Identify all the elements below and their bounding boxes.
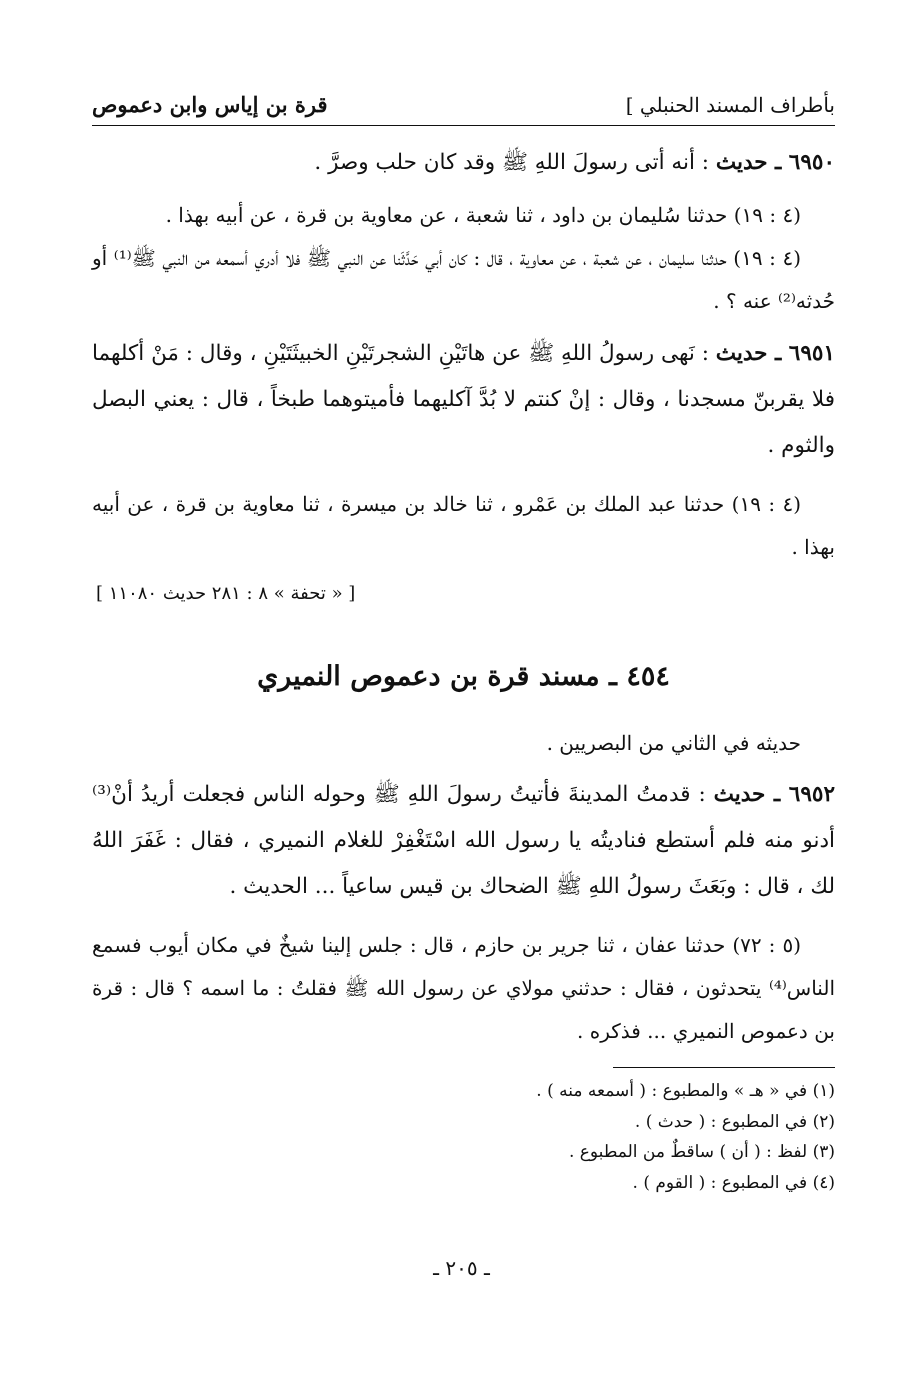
isnad-6951: (٤ : ١٩) حدثنا عبد الملك بن عَمْرو ، ثنا خالد بن ميسرة ، ثنا معاوية بن قرة ، عن أبيه بهذا . — [92, 492, 835, 559]
section-title: ٤٥٤ ـ مسند قرة بن دعموص النميري — [257, 661, 670, 692]
hadith-text: : قدمتُ المدينةَ فأتيتُ رسولَ اللهِ ﷺ وحوله الناس فجعلت أريدُ أنْ⁽³⁾ أدنو منه فلم أستطع فناديتُه يا رسول الله اسْتَغْفِرْ للغلام النميري ، فقال : غَفَرَ اللهُ لك ، قال : وبَعَثَ رسولُ اللهِ ﷺ الضحاك بن قيس ساعياً ... الحديث . — [92, 782, 835, 899]
hadith-dash: ـ — [767, 150, 789, 175]
footnotes — [92, 1076, 835, 1198]
footnote-1: (١) في « هـ » والمطبوع : ( أسمعه منه ) . — [536, 1081, 835, 1101]
isnad-6952: (٥ : ٧٢) حدثنا عفان ، ثنا جرير بن حازم ، قال : جلس إلينا شيخٌ في مكان أيوب فسمع الناس⁽⁴⁾ يتحدثون ، فقال : حدثني مولاي عن رسول الله ﷺ فقلتُ : ما اسمه ؟ قال : قرة بن دعموص النميري ... فذكره . — [92, 933, 835, 1043]
footnote-2: (٢) في المطبوع : ( حدث ) . — [634, 1111, 835, 1132]
hadith-number: ٦٩٥٢ — [788, 782, 835, 807]
section-intro: حديثه في الثاني من البصريين . — [546, 731, 801, 755]
hadith-number: ٦٩٥١ — [788, 341, 835, 366]
hadith-number: ٦٩٥٠ — [788, 150, 835, 175]
footnote-divider — [613, 1067, 835, 1068]
hadith-6950 — [92, 140, 835, 186]
page-number: ـ ٢٠٥ ـ — [433, 1256, 490, 1280]
isnad-6950-a: (٤ : ١٩) حدثنا سُليمان بن داود ، ثنا شعبة ، عن معاوية بن قرة ، عن أبيه بهذا . — [165, 203, 801, 227]
hadith-text: : نَهى رسولُ اللهِ ﷺ عن هاتَيْنِ الشجرتَيْنِ الخبيثَتَيْنِ ، وقال : مَنْ أكلهما فلا يقربنّ مسجدنا ، وقال : إنْ كنتم لا بُدَّ آكليهما فأميتوهما طبخاً ، قال : يعني البصل والثوم . — [92, 341, 835, 458]
footnote-4: (٤) في المطبوع : ( القوم ) . — [632, 1172, 835, 1193]
tuhfa-reference-text: [ « تحفة » ٨ : ٢٨١ حديث ١١٠٨٠ ] — [96, 583, 356, 604]
hadith-keyword: حديث — [715, 341, 768, 366]
footnote-3: (٣) لفظ : ( أن ) ساقطٌ من المطبوع . — [568, 1142, 835, 1162]
header-book-title: بأطراف المسند الحنبلي ] — [625, 93, 835, 117]
hadith-6951 — [92, 331, 835, 469]
hadith-keyword: حديث — [713, 782, 766, 807]
running-header — [92, 92, 835, 126]
hadith-text: : أنه أتى رسولَ اللهِ ﷺ وقد كان حلب وصرَّ . — [314, 150, 716, 175]
hadith-dash: ـ — [767, 341, 789, 366]
tuhfa-reference — [92, 577, 835, 611]
hadith-dash: ـ — [765, 782, 789, 807]
hadith-6952 — [92, 772, 835, 910]
isnad-6950-b: (٤ : ١٩) حدثنا سليمان ، عن شعبة ، عن معاوية ، قال : كان أبي حَدَّثَنا عن النبي ﷺ فلا أدري أسمعه من النبي ﷺ⁽¹⁾ أو حُدثه⁽²⁾ عنه ؟ . — [92, 246, 835, 313]
hadith-keyword: حديث — [715, 150, 768, 175]
header-chapter-title: قرة بن إياس وابن دعموص — [92, 92, 328, 117]
